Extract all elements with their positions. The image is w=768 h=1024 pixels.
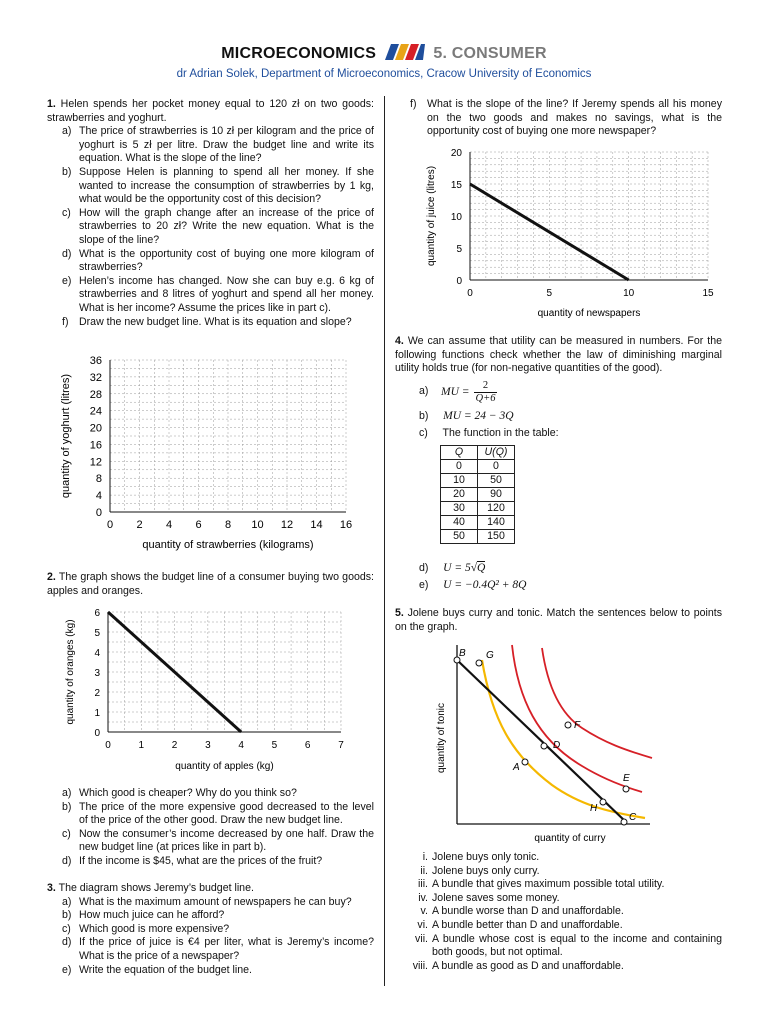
q2-item-a: [62, 787, 374, 801]
q3-item-label: a): [62, 895, 72, 908]
q5-item-label: vi.: [417, 918, 428, 931]
q5-item-text: A bundle that gives maximum possible total utility.: [432, 878, 665, 891]
q4-item-c-label: c): [419, 427, 428, 439]
q5-item-ii: [395, 865, 722, 879]
q3-item-b: [62, 909, 374, 923]
q4-item-b-label: b): [419, 410, 429, 422]
header-title: [0, 44, 768, 63]
header-subtitle: dr Adrian Solek, Department of Microeconomics, Cracow University of Economics: [176, 68, 592, 80]
q2-item-b: [62, 801, 374, 828]
q1-item-label: c): [62, 206, 71, 219]
q1-item-text: Draw the new budget line. What is its equation and slope?: [79, 315, 352, 328]
q3-item-c: [62, 923, 374, 937]
q4-item-a-label: a): [419, 385, 429, 397]
graph-5-xlabel: quantity of curry: [534, 833, 606, 844]
q1-item-label: e): [62, 274, 72, 287]
y-tick-label: 3: [94, 668, 100, 679]
table-cell: 150: [478, 530, 515, 544]
q1-item-c: [62, 207, 374, 248]
table-row: [441, 488, 515, 502]
question-2-intro: [47, 571, 374, 598]
question-1-intro: [47, 98, 374, 125]
x-tick-label: 3: [205, 740, 211, 751]
question-1-number: 1.: [47, 98, 56, 110]
q3-item-label: c): [62, 922, 71, 935]
table-cell: 0: [478, 460, 515, 474]
x-tick-label: 15: [702, 288, 714, 299]
q5-item-vi: [395, 919, 722, 933]
y-tick-label: 15: [450, 180, 462, 191]
q3-item-text: Which good is more expensive?: [79, 922, 230, 935]
q5-item-iv: [395, 892, 722, 906]
y-tick-label: 6: [94, 608, 100, 619]
question-4-intro: [395, 335, 722, 376]
question-1: [47, 98, 374, 329]
question-2-items: [47, 787, 374, 869]
x-axis-label: quantity of apples (kg): [175, 761, 274, 772]
y-tick-label: 5: [94, 628, 100, 639]
q4-item-e-label: e): [419, 579, 429, 591]
question-3-continued: [395, 98, 722, 139]
question-4-intro-text: We can assume that utility can be measured in numbers. For the following functions check whether the law of diminishing marginal utility holds true (for non-negative quantities of the good).: [395, 335, 722, 375]
header-title-main: MICROECONOMICS: [221, 45, 377, 62]
question-5-items: [395, 851, 722, 973]
x-tick-label: 8: [224, 519, 232, 531]
point-a: [522, 759, 528, 765]
utility-table: [440, 445, 515, 544]
q2-item-text: Now the consumer’s income decreased by one half. Draw the new budget line (at prices like in part b).: [79, 827, 374, 854]
q2-item-text: Which good is cheaper? Why do you think so?: [79, 787, 297, 799]
y-tick-label: 5: [456, 244, 462, 255]
q2-item-label: b): [62, 800, 72, 813]
point-d-label: D: [553, 740, 561, 751]
q5-item-vii: [395, 933, 722, 960]
q3-item-label: f): [410, 98, 417, 110]
y-tick-label: 0: [94, 728, 100, 739]
table-cell: 10: [441, 474, 478, 488]
q5-item-label: iv.: [418, 891, 428, 904]
graph-5-ylabel: quantity of tonic: [436, 702, 447, 774]
x-tick-label: 2: [136, 519, 143, 531]
q1-item-label: b): [62, 165, 72, 178]
q5-item-text: A bundle as good as D and unaffordable.: [432, 959, 624, 972]
y-tick-label: 32: [89, 371, 102, 384]
x-tick-label: 0: [467, 288, 473, 299]
y-tick-label: 4: [95, 490, 102, 503]
question-4-number: 4.: [395, 335, 404, 347]
table-cell: 50: [478, 474, 515, 488]
point-c: [621, 819, 627, 825]
q5-item-viii: [395, 960, 722, 974]
point-d: [541, 743, 547, 749]
x-tick-label: 0: [106, 519, 114, 531]
y-axis-label: quantity of yoghurt (litres): [60, 373, 72, 499]
q3-item-f: [410, 98, 722, 139]
q1-item-e: [62, 275, 374, 316]
question-1-intro-text: Helen spends her pocket money equal to 120 zł on two goods: strawberries and yoghurt.: [47, 98, 374, 124]
point-h-label: H: [590, 803, 598, 814]
question-3-intro: [47, 882, 374, 896]
q4-item-a-formula: [441, 376, 497, 408]
y-tick-label: 0: [95, 507, 102, 519]
q3-item-text: What is the maximum amount of newspapers he can buy?: [79, 895, 352, 908]
x-tick-label: 12: [280, 519, 294, 531]
x-tick-label: 2: [171, 740, 178, 751]
point-h: [600, 799, 606, 805]
question-3-intro-text: The diagram shows Jeremy’s budget line.: [58, 882, 254, 894]
table-row: [441, 474, 515, 488]
q4-item-d: [419, 562, 485, 576]
point-b-label: B: [459, 648, 466, 659]
q1-item-label: f): [62, 315, 69, 328]
x-tick-label: 16: [339, 519, 353, 531]
table-row: [441, 516, 515, 530]
q4-a-denominator: Q+6: [475, 392, 496, 404]
q2-item-text: If the income is $45, what are the prices of the fruit?: [79, 854, 323, 867]
question-4: [395, 335, 722, 376]
q3-item-label: e): [62, 963, 72, 976]
q5-item-text: A bundle better than D and unaffordable.: [432, 918, 623, 931]
q5-item-text: A bundle worse than D and unaffordable.: [432, 905, 624, 918]
y-tick-label: 12: [89, 456, 102, 469]
q2-item-label: c): [62, 827, 71, 840]
q1-item-b: [62, 166, 374, 207]
table-row: [441, 502, 515, 516]
table-cell: 20: [441, 488, 478, 502]
q1-item-f: [62, 316, 374, 330]
table-cell: 40: [441, 516, 478, 530]
header-stripes-logo: [385, 44, 425, 60]
table-cell: 140: [478, 516, 515, 530]
x-tick-label: 7: [338, 740, 344, 751]
table-header-row: [441, 446, 515, 460]
q3-item-e: [62, 964, 374, 978]
y-tick-label: 28: [89, 388, 102, 401]
q3-item-d: [62, 936, 374, 963]
q5-item-i: [395, 851, 722, 865]
y-axis-label: quantity of juice (litres): [426, 165, 437, 267]
y-tick-label: 24: [89, 405, 102, 418]
q4-item-d-formula: U = 5: [443, 562, 471, 574]
graph-1-strawberries-yoghurt: [55, 352, 375, 560]
question-2: [47, 571, 374, 598]
y-tick-label: 16: [89, 439, 102, 452]
q1-item-text: Helen’s income has changed. Now she can buy e.g. 6 kg of strawberries and 8 litres of yoghurt and spend all her money. What is her income? Assume the prices like in part c).: [79, 274, 374, 314]
y-tick-label: 10: [450, 212, 462, 223]
y-axis-label: quantity of oranges (kg): [65, 619, 76, 725]
q1-item-text: The price of strawberries is 10 zł per kilogram and the price of yoghurt is 5 zł per litre. Draw the budget line and write its equation. What is the slope of the line?: [79, 125, 374, 165]
indifference-curve-low: [482, 660, 645, 818]
table-cell: 90: [478, 488, 515, 502]
point-c-label: C: [629, 812, 637, 823]
point-f-label: F: [574, 720, 581, 731]
q5-item-v: [395, 905, 722, 919]
q5-item-text: A bundle whose cost is equal to the income and containing both goods, but not optimal.: [432, 932, 722, 959]
q4-a-fraction: [474, 380, 498, 405]
y-tick-label: 20: [89, 422, 102, 435]
question-2-number: 2.: [47, 571, 56, 583]
sqrt-icon: √: [470, 562, 478, 574]
table-cell: 0: [441, 460, 478, 474]
x-tick-label: 6: [195, 519, 202, 531]
table-cell: 120: [478, 502, 515, 516]
q1-item-text: What is the opportunity cost of buying one more kilogram of strawberries?: [79, 247, 374, 274]
graph-5-indifference-curves: [430, 640, 680, 848]
page-header: [0, 44, 768, 63]
q4-item-b: [419, 410, 514, 424]
graph-3-newspapers-juice: [420, 144, 720, 324]
graph-2-apples-oranges: [55, 604, 375, 780]
point-g: [476, 660, 482, 666]
table-header-uq: U(Q): [478, 446, 515, 460]
y-tick-label: 4: [94, 648, 100, 659]
x-tick-label: 5: [271, 740, 278, 751]
q3-item-text: Write the equation of the budget line.: [79, 963, 252, 976]
q4-item-e-formula: U = −0.4Q² + 8Q: [443, 579, 527, 591]
x-tick-label: 1: [138, 740, 145, 751]
q4-item-c: [419, 427, 559, 441]
q3-item-text: What is the slope of the line? If Jeremy spends all his money on the two goods and makes no savings, what is the opportunity cost of buying one more newspaper?: [427, 98, 722, 138]
point-f: [565, 722, 571, 728]
q4-item-b-formula: MU = 24 − 3Q: [443, 410, 514, 422]
q5-item-label: ii.: [420, 864, 428, 877]
x-tick-label: 4: [238, 740, 244, 751]
x-tick-label: 0: [105, 740, 111, 751]
question-3: [47, 882, 374, 977]
q1-item-label: d): [62, 247, 72, 260]
question-5-intro-text: Jolene buys curry and tonic. Match the sentences below to points on the graph.: [395, 607, 722, 633]
y-tick-label: 0: [456, 276, 462, 287]
q5-item-text: Jolene saves some money.: [432, 891, 560, 904]
x-axis-label: quantity of strawberries (kilograms): [142, 539, 314, 551]
y-tick-label: 8: [95, 473, 102, 486]
column-divider: [384, 96, 385, 986]
q3-item-a: [62, 896, 374, 910]
x-tick-label: 4: [165, 519, 173, 531]
q4-a-numerator: 2: [482, 379, 489, 391]
question-5-number: 5.: [395, 607, 404, 619]
q4-a-lhs: MU =: [441, 386, 470, 398]
q3-item-text: If the price of juice is €4 per liter, what is Jeremy’s income? What is the price of a newspaper?: [79, 936, 374, 962]
header-title-section: 5. CONSUMER: [433, 45, 547, 62]
q2-item-text: The price of the more expensive good decreased to the level of the price of the other good. Draw the new budget line.: [79, 800, 374, 827]
q2-item-d: [62, 855, 374, 869]
q4-item-e: [419, 579, 526, 593]
q2-item-label: d): [62, 854, 72, 867]
q1-item-label: a): [62, 125, 72, 138]
q5-item-label: viii.: [412, 959, 428, 972]
table-row: [441, 460, 515, 474]
question-2-intro-text: The graph shows the budget line of a consumer buying two goods: apples and oranges.: [47, 571, 374, 597]
table-cell: 50: [441, 530, 478, 544]
point-e: [623, 786, 629, 792]
q1-item-text: How will the graph change after an increase of the price of strawberries to 20 zł? Write the new equation. What is the slope of the line?: [79, 206, 374, 246]
q1-item-d: [62, 248, 374, 275]
indifference-curve-mid: [512, 645, 642, 792]
q3-item-text: How much juice can he afford?: [79, 909, 225, 922]
q3-item-label: d): [62, 936, 72, 949]
table-row: [441, 530, 515, 544]
q5-item-label: iii.: [417, 878, 428, 891]
q5-item-text: Jolene buys only curry.: [432, 864, 540, 877]
q4-item-d-radicand: Q: [477, 562, 486, 574]
q1-item-a: [62, 125, 374, 166]
table-cell: 30: [441, 502, 478, 516]
q5-item-text: Jolene buys only tonic.: [432, 851, 540, 863]
question-5-intro: [395, 607, 722, 634]
x-tick-label: 10: [623, 288, 635, 299]
y-tick-label: 20: [450, 148, 462, 159]
x-tick-label: 5: [546, 288, 553, 299]
q2-item-label: a): [62, 787, 72, 799]
q4-item-d-label: d): [419, 562, 429, 574]
q5-item-label: vii.: [415, 932, 428, 945]
q1-item-text: Suppose Helen is planning to spend all her money. If she wanted to increase the consumption of strawberries by 1 kg, what would be the opportunity cost of this decision?: [79, 165, 374, 206]
question-3-number: 3.: [47, 882, 56, 894]
x-tick-label: 10: [251, 519, 264, 531]
y-tick-label: 2: [94, 688, 100, 699]
q5-item-label: i.: [422, 851, 428, 863]
budget-line: [457, 660, 626, 822]
q5-item-iii: [395, 878, 722, 892]
x-axis-label: quantity of newspapers: [537, 308, 641, 319]
question-5: [395, 607, 722, 634]
table-header-q: Q: [441, 446, 478, 460]
q4-item-c-text: The function in the table:: [442, 427, 559, 439]
q2-item-c: [62, 828, 374, 855]
q5-item-label: v.: [420, 905, 428, 918]
x-tick-label: 14: [310, 519, 323, 531]
y-tick-label: 36: [89, 355, 102, 367]
y-tick-label: 1: [94, 708, 100, 719]
x-tick-label: 6: [304, 740, 311, 751]
q3-item-label: b): [62, 909, 72, 922]
point-g-label: G: [486, 650, 494, 661]
point-e-label: E: [623, 773, 630, 784]
point-a-label: A: [513, 762, 520, 773]
